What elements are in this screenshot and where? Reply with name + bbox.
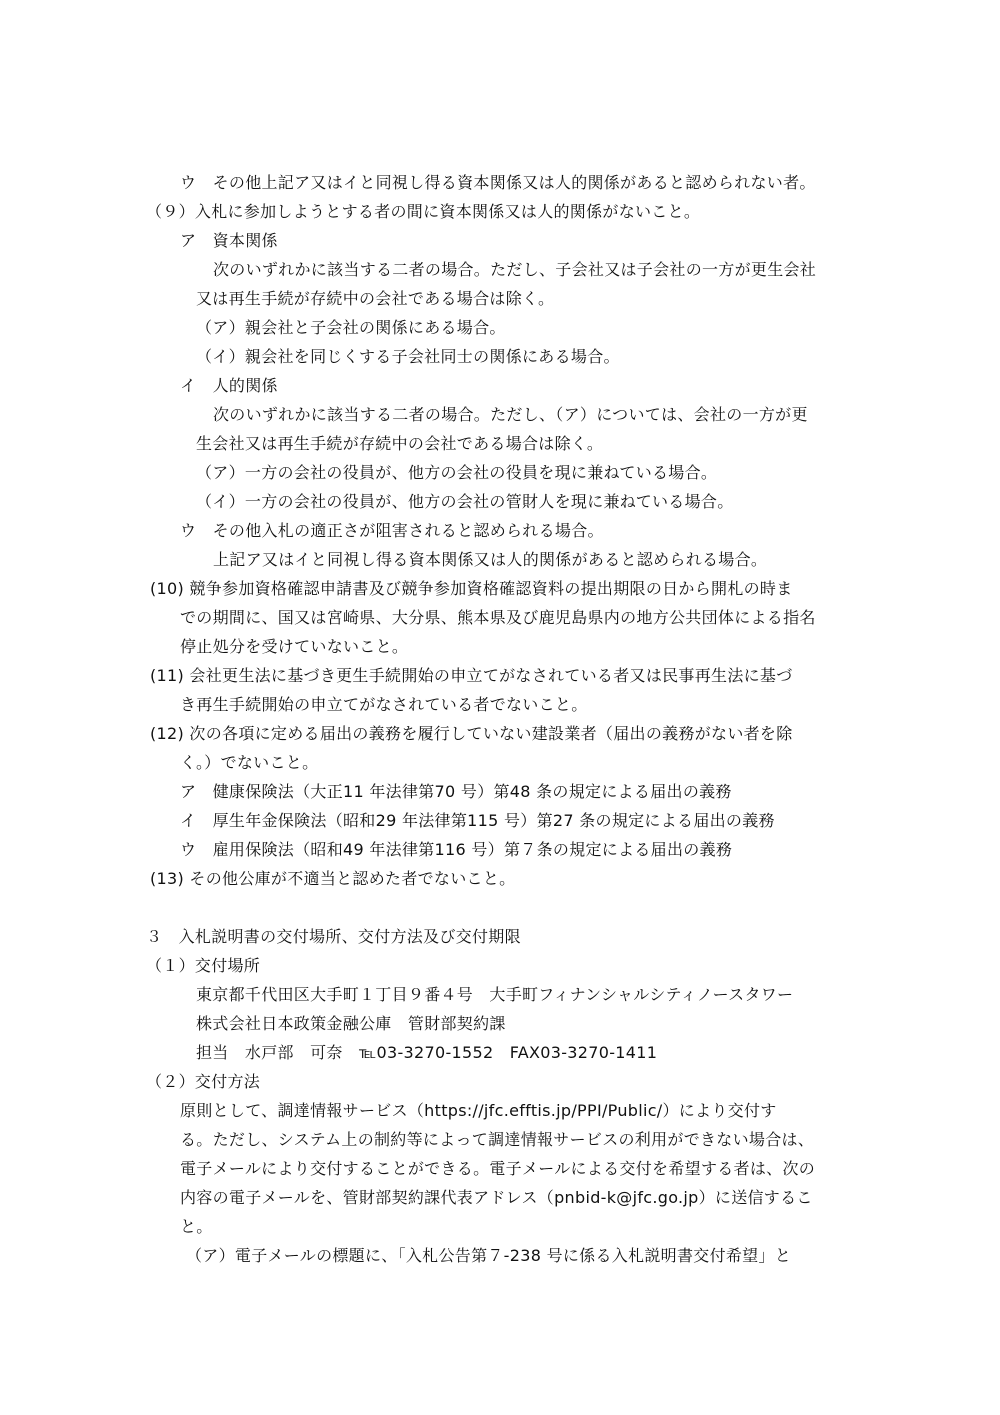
text-line: 次のいずれかに該当する二者の場合。ただし、子会社又は子会社の一方が更生会社: [213, 260, 817, 279]
contact-line: 担当 水戸部 可奈 ℡03-3270-1552 FAX03-3270-1411: [196, 1043, 658, 1062]
section-heading: （２）交付方法: [146, 1072, 261, 1091]
text-line: く。）でないこと。: [180, 753, 319, 772]
text-line: る。ただし、システム上の制約等によって調達情報サービスの利用ができない場合は、: [180, 1130, 815, 1149]
section-heading: (10) 競争参加資格確認申請書及び競争参加資格確認資料の提出期限の日から開札の時ま: [150, 579, 793, 598]
text-line: 上記ア又はイと同視し得る資本関係又は人的関係があると認められる場合。: [213, 550, 768, 569]
text-line: （ア）親会社と子会社の関係にある場合。: [196, 318, 506, 337]
list-item: ウ 雇用保険法（昭和49 年法律第116 号）第７条の規定による届出の義務: [180, 840, 733, 859]
section-heading: (13) その他公庫が不適当と認めた者でないこと。: [150, 869, 516, 888]
text-line: き再生手続開始の申立てがなされている者でないこと。: [180, 695, 588, 714]
text-line: 電子メールにより交付することができる。電子メールによる交付を希望する者は、次の: [180, 1159, 816, 1178]
organization-line: 株式会社日本政策金融公庫 管財部契約課: [196, 1014, 506, 1033]
text-line: 生会社又は再生手続が存続中の会社である場合は除く。: [196, 434, 604, 453]
subsection-heading: イ 人的関係: [180, 376, 278, 395]
chapter-heading: ３ 入札説明書の交付場所、交付方法及び交付期限: [146, 927, 521, 946]
list-item: イ 厚生年金保険法（昭和29 年法律第115 号）第27 条の規定による届出の義務: [180, 811, 775, 830]
text-line: （イ）一方の会社の役員が、他方の会社の管財人を現に兼ねている場合。: [196, 492, 734, 511]
list-item: ア 健康保険法（大正11 年法律第70 号）第48 条の規定による届出の義務: [180, 782, 732, 801]
section-heading: (11) 会社更生法に基づき更生手続開始の申立てがなされている者又は民事再生法に基づ: [150, 666, 793, 685]
section-heading: (12) 次の各項に定める届出の義務を履行していない建設業者（届出の義務がない者を除: [150, 724, 793, 743]
text-line: （ア）電子メールの標題に、「入札公告第７-238 号に係る入札説明書交付希望」と: [186, 1246, 792, 1265]
subsection-heading: ア 資本関係: [180, 231, 278, 250]
text-line: 停止処分を受けていないこと。: [180, 637, 409, 656]
text-line: 次のいずれかに該当する二者の場合。ただし、（ア）については、会社の一方が更: [213, 405, 808, 424]
section-heading: （９）入札に参加しようとする者の間に資本関係又は人的関係がないこと。: [146, 202, 701, 221]
section-heading: （１）交付場所: [146, 956, 261, 975]
text-line: での期間に、国又は宮崎県、大分県、熊本県及び鹿児島県内の地方公共団体による指名: [180, 608, 816, 627]
text-line: 内容の電子メールを、管財部契約課代表アドレス（pnbid-k@jfc.go.jp）に送信するこ: [180, 1188, 813, 1207]
text-line: ウ その他上記ア又はイと同視し得る資本関係又は人的関係があると認められない者。: [180, 173, 816, 192]
address-line: 東京都千代田区大手町１丁目９番４号 大手町フィナンシャルシティノースタワー: [196, 985, 794, 1004]
subsection-heading: ウ その他入札の適正さが阻害されると認められる場合。: [180, 521, 604, 540]
text-line: 原則として、調達情報サービス（https://jfc.efftis.jp/PPI/Public/）により交付す: [180, 1101, 777, 1120]
text-line: （イ）親会社を同じくする子会社同士の関係にある場合。: [196, 347, 620, 366]
text-line: 又は再生手続が存続中の会社である場合は除く。: [196, 289, 555, 308]
text-line: （ア）一方の会社の役員が、他方の会社の役員を現に兼ねている場合。: [196, 463, 718, 482]
text-line: と。: [180, 1217, 213, 1236]
